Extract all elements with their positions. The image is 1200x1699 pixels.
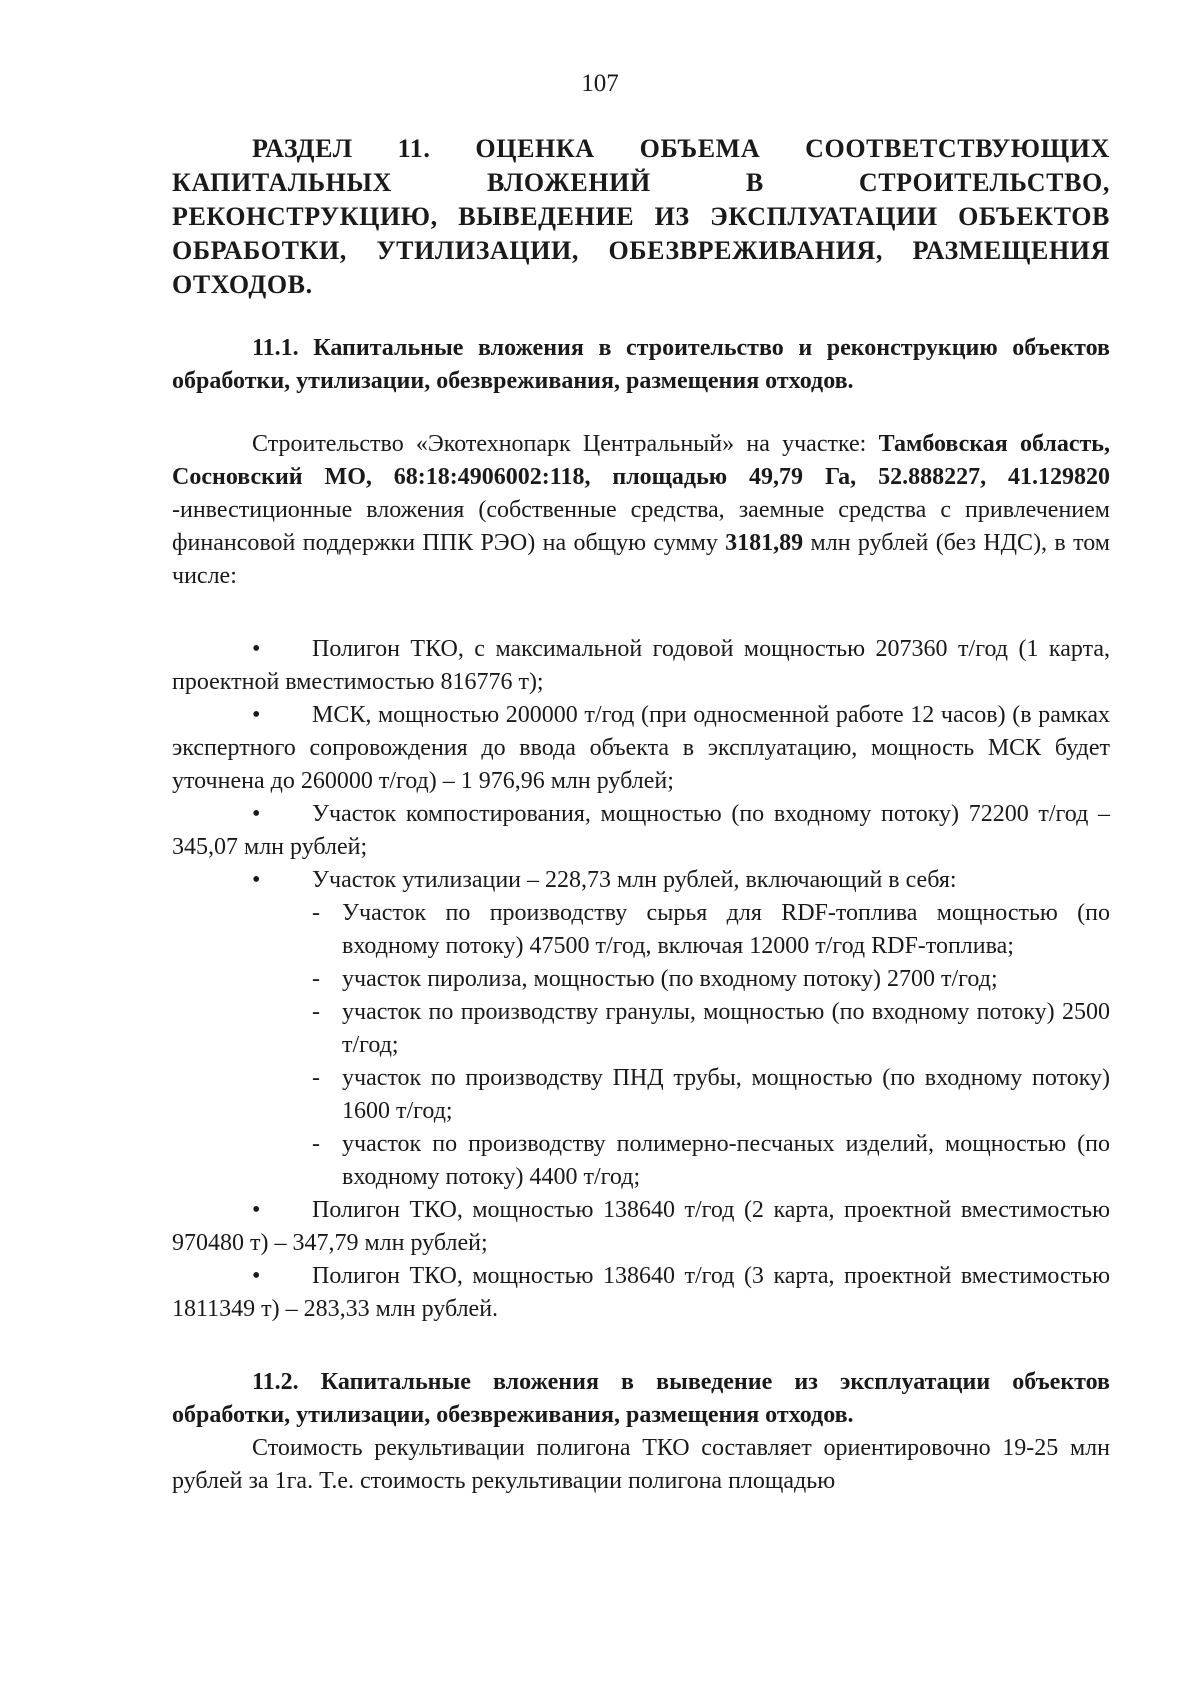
dash-icon: - — [312, 999, 320, 1025]
bullet-icon: • — [252, 702, 261, 728]
bullet-icon: • — [252, 867, 261, 893]
intro-paragraph — [172, 428, 1110, 593]
dash-text: участок пиролиза, мощностью (по входному потоку) 2700 т/год; — [342, 966, 998, 992]
bullet-text: Полигон ТКО, мощностью 138640 т/год (2 карта, проектной вместимостью 970480 т) – 347,79 млн рублей; — [172, 1197, 1110, 1256]
dash-icon: - — [312, 900, 320, 926]
section-title: РАЗДЕЛ 11. ОЦЕНКА ОБЪЕМА СООТВЕТСТВУЮЩИХ КАПИТАЛЬНЫХ ВЛОЖЕНИЙ В СТРОИТЕЛЬСТВО, РЕКОНСТРУКЦИЮ, ВЫВЕДЕНИЕ ИЗ ЭКСПЛУАТАЦИИ ОБЪЕКТОВ ОБРАБОТКИ, УТИЛИЗАЦИИ, ОБЕЗВРЕЖИВАНИЯ, РАЗМЕЩЕНИЯ ОТХОДОВ. — [172, 134, 1110, 299]
dash-item — [312, 1062, 1110, 1128]
dash-text: участок по производству ПНД трубы, мощностью (по входному потоку) 1600 т/год; — [342, 1065, 1110, 1124]
intro-text-3: млн рублей (без НДС), в том числе: — [172, 530, 1110, 589]
intro-text-2: -инвестиционные вложения (собственные средства, заемные средства с привлечением финансовой поддержки ППК РЭО) на общую сумму — [172, 497, 1110, 556]
dash-text: Участок по производству сырья для RDF-топлива мощностью (по входному потоку) 47500 т/год, включая 12000 т/год RDF-топлива; — [342, 900, 1110, 959]
subsection-1-title: 11.1. Капитальные вложения в строительство и реконструкцию объектов обработки, утилизации, обезвреживания, размещения отходов. — [172, 335, 1110, 394]
dash-icon: - — [312, 1131, 320, 1157]
bullet-text: Полигон ТКО, мощностью 138640 т/год (3 карта, проектной вместимостью 1811349 т) – 283,33 млн рублей. — [172, 1263, 1110, 1322]
bullet-text: Полигон ТКО, с максимальной годовой мощностью 207360 т/год (1 карта, проектной вместимостью 816776 т); — [172, 636, 1110, 695]
bullet-item — [172, 1194, 1110, 1260]
dash-item — [312, 963, 1110, 996]
dash-item — [312, 1128, 1110, 1194]
bullet-icon: • — [252, 1263, 261, 1289]
total-amount: 3181,89 — [725, 530, 804, 556]
bullet-text: Участок компостирования, мощностью (по входному потоку) 72200 т/год – 345,07 млн рублей; — [172, 801, 1110, 860]
bullet-icon: • — [252, 636, 261, 662]
page-content — [172, 132, 1110, 1498]
dash-item — [312, 996, 1110, 1062]
subsection-2-title: 11.2. Капитальные вложения в выведение из эксплуатации объектов обработки, утилизации, обезвреживания, размещения отходов. — [172, 1369, 1110, 1428]
bullet-icon: • — [252, 801, 261, 827]
dash-icon: - — [312, 1065, 320, 1091]
dash-text: участок по производству полимерно-песчаных изделий, мощностью (по входному потоку) 4400 т/год; — [342, 1131, 1110, 1190]
intro-text-1: Строительство «Экотехнопарк Центральный» на участке: — [252, 431, 879, 457]
reclamation-paragraph: Стоимость рекультивации полигона ТКО составляет ориентировочно 19-25 млн рублей за 1га. Т.е. стоимость рекультивации полигона площадью — [172, 1435, 1110, 1494]
dash-icon: - — [312, 966, 320, 992]
page-number: 107 — [581, 70, 619, 97]
dash-text: участок по производству гранулы, мощностью (по входному потоку) 2500 т/год; — [342, 999, 1110, 1058]
bullet-icon: • — [252, 1197, 261, 1223]
bullet-item — [172, 633, 1110, 699]
dash-item — [312, 897, 1110, 963]
bullet-text: Участок утилизации – 228,73 млн рублей, включающий в себя: — [312, 867, 957, 893]
bullet-item — [172, 798, 1110, 864]
bullet-item — [172, 864, 1110, 897]
bullet-item — [172, 1260, 1110, 1326]
bullet-item — [172, 699, 1110, 798]
bullet-text: МСК, мощностью 200000 т/год (при односменной работе 12 часов) (в рамках экспертного сопровождения до ввода объекта в эксплуатацию, мощность МСК будет уточнена до 260000 т/год) – 1 976,96 млн рублей; — [172, 702, 1110, 794]
site-location: Тамбовская область, Сосновский МО, 68:18:4906002:118, площадью 49,79 Га, 52.888227, 41.129820 — [172, 431, 1110, 490]
